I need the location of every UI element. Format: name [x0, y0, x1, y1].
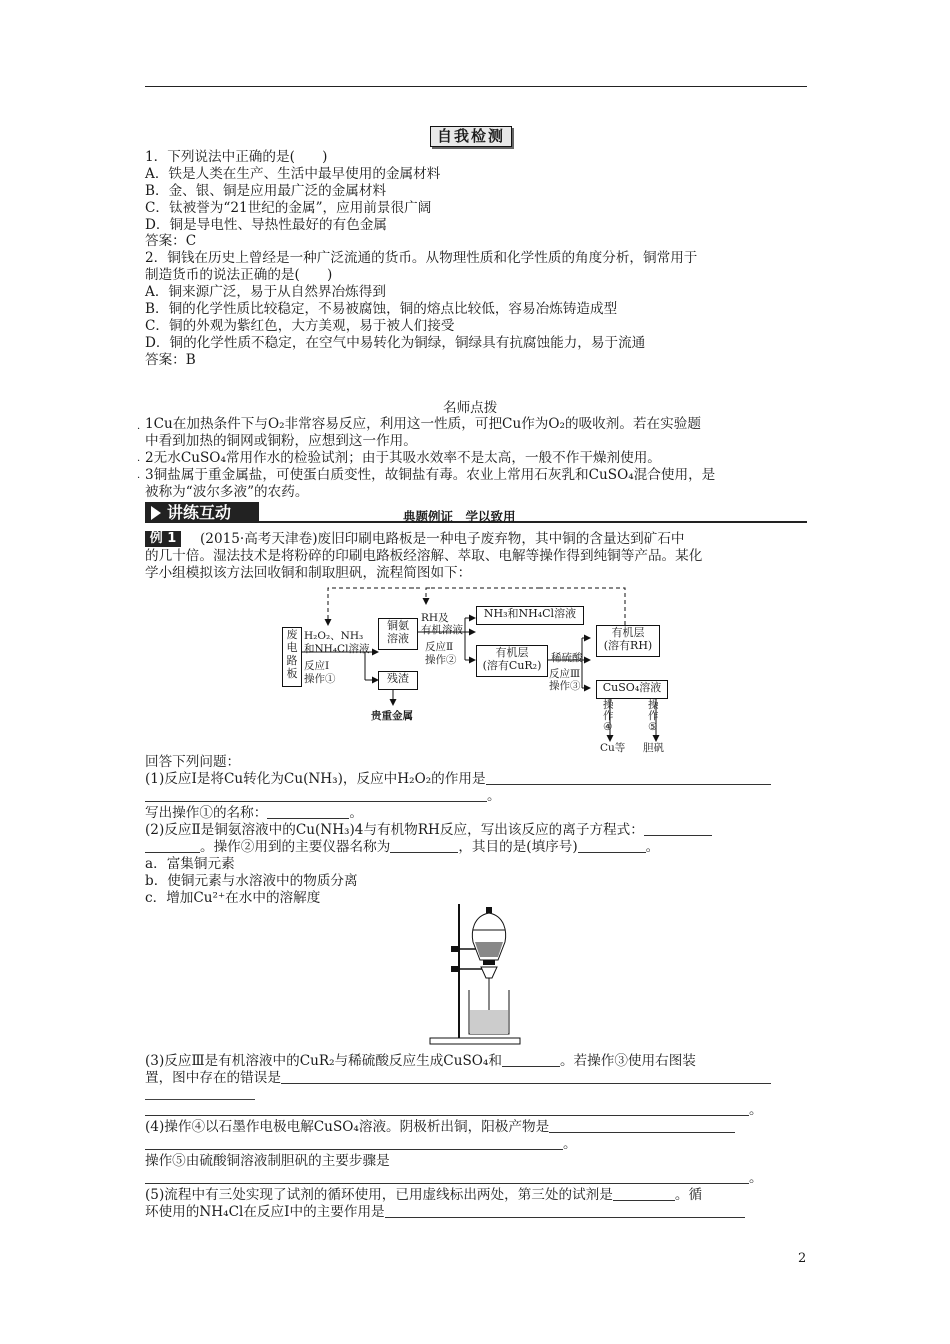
answer-blank[interactable]	[145, 1137, 563, 1150]
answer-blank[interactable]	[613, 1188, 675, 1201]
flow-text: 作	[648, 710, 659, 722]
bullet-dot: ·	[137, 424, 141, 435]
flow-nh3-solution: NH₃和NH₄Cl溶液	[476, 606, 584, 625]
flow-waste-board	[282, 627, 302, 687]
flow-op1-line2: 操作①	[304, 673, 336, 685]
question4-line3: 操作⑤由硫酸铜溶液制胆矾的主要步骤是	[145, 1153, 390, 1169]
flow-organic-rh	[596, 625, 660, 657]
answer-blank[interactable]	[385, 1205, 745, 1218]
question5-line2	[145, 1203, 745, 1221]
answer-blank[interactable]	[281, 1071, 771, 1084]
q2-option-a: A．铜来源广泛，易于从自然界冶炼得到	[145, 284, 386, 300]
flow-rh-line1: RH及	[421, 612, 449, 624]
flow-residue: 残渣	[378, 671, 418, 690]
answer-blank[interactable]	[486, 772, 771, 785]
q2-option-b: B．铜的化学性质比较稳定，不易被腐蚀，铜的熔点比较低，容易冶炼铸造成型	[145, 301, 618, 317]
period: 。	[749, 1102, 763, 1118]
q2-answer: 答案：B	[145, 352, 196, 368]
flow-text: 操	[648, 699, 659, 711]
header-rule	[145, 86, 807, 87]
flow-dilute-acid: 稀硫酸	[551, 652, 583, 664]
question3-line2	[145, 1069, 771, 1087]
flow-cuso4-solution: CuSO₄溶液	[596, 680, 668, 699]
tip1-line1: 1Cu在加热条件下与O₂非常容易反应，利用这一性质，可把Cu作为O₂的吸收剂。若在实验题	[145, 416, 701, 432]
q2-stem-line2: 制造货币的说法正确的是( )	[145, 267, 333, 283]
answer-blank[interactable]	[145, 789, 487, 802]
questions-intro: 回答下列问题：	[145, 754, 241, 770]
question5-line1	[145, 1186, 702, 1204]
q1-option-a: A．铁是人类在生产、生活中最早使用的金属材料	[145, 166, 441, 182]
q1-option-d: D．铜是导电性、导热性最好的有色金属	[145, 217, 387, 233]
flow-text: (溶有RH)	[603, 639, 653, 652]
play-triangle-icon	[151, 506, 161, 520]
answer-line[interactable]	[145, 1099, 255, 1100]
flow-text: 废	[286, 628, 298, 641]
answer-blank[interactable]	[549, 1120, 735, 1133]
separatory-funnel-apparatus	[425, 902, 525, 1047]
tip3-line1: 3铜盐属于重金属盐，可使蛋白质变性，故铜盐有毒。农业上常用石灰乳和CuSO₄混合使用，是	[145, 467, 716, 483]
flow-op5	[648, 700, 659, 733]
flow-text: ④	[603, 721, 613, 733]
example-intro-line1: (2015·高考天津卷)废旧印刷电路板是一种电子废弃物，其中铜的含量达到矿石中	[200, 531, 685, 547]
question1-line3	[145, 804, 363, 822]
flow-op2-line2: 操作②	[425, 654, 457, 666]
question-text: (1)反应Ⅰ是将Cu转化为Cu(NH₃)，反应中H₂O₂的作用是	[145, 771, 486, 787]
self-check-title: 自我检测	[430, 126, 512, 147]
question4-line1	[145, 1118, 735, 1136]
q2-option-c: C．铜的外观为紫红色，大方美观，易于被人们接受	[145, 318, 455, 334]
question2-option-a: a．富集铜元素	[145, 856, 235, 872]
question-text: 。操作②用到的主要仪器名称为	[200, 839, 391, 855]
question3-line1	[145, 1052, 696, 1070]
question-text: 。若操作③使用右图装	[559, 1053, 696, 1069]
question-text: (4)操作④以石墨作电极电解CuSO₄溶液。阴极析出铜，阳极产物是	[145, 1119, 550, 1135]
answer-blank[interactable]	[267, 806, 349, 819]
question1-line1	[145, 770, 771, 788]
example-intro-line3: 学小组模拟该方法回收铜和制取胆矾，流程简图如下：	[145, 565, 472, 581]
q1-option-b: B．金、银、铜是应用最广泛的金属材料	[145, 183, 387, 199]
answer-blank[interactable]	[644, 823, 712, 836]
question4-line2	[145, 1135, 577, 1153]
example-intro-line2: 的几十倍。湿法技术是将粉碎的印刷电路板经溶解、萃取、电解等操作得到纯铜等产品。某化	[145, 548, 703, 564]
question-text: 置，图中存在的错误是	[145, 1070, 281, 1086]
flow-text: ⑤	[648, 721, 658, 733]
banner-rule	[259, 521, 807, 523]
answer-blank[interactable]	[578, 840, 646, 853]
tips-title: 名师点拨	[443, 400, 498, 416]
flow-op3-line1: 反应Ⅲ	[549, 668, 581, 680]
flow-text: 电	[286, 641, 298, 654]
practice-banner-label: 讲练互动	[167, 503, 232, 522]
flow-text: 溶液	[387, 632, 409, 645]
question-text: (2)反应Ⅱ是铜氨溶液中的Cu(NH₃)4与有机物RH反应，写出该反应的离子方程式：	[145, 822, 644, 838]
answer-blank[interactable]	[145, 1103, 749, 1116]
flow-reagent1-line1: H₂O₂、NH₃	[304, 630, 364, 642]
flow-text: 有机层	[611, 626, 645, 639]
flow-product-cu: Cu等	[600, 742, 626, 754]
flow-op3-line2: 操作③	[549, 680, 581, 692]
answer-blank[interactable]	[390, 840, 458, 853]
answer-blank[interactable]	[145, 1171, 749, 1184]
tip3-line2: 被称为“波尔多液”的农药。	[145, 484, 309, 500]
practice-subheading: 典题例证 学以致用	[403, 509, 516, 524]
flow-text: 有机层	[495, 646, 529, 659]
question1-line2	[145, 787, 501, 805]
period: 。	[749, 1170, 763, 1186]
flow-text: 路	[286, 654, 298, 667]
flow-op1-line1: 反应Ⅰ	[304, 660, 330, 672]
tip1-line2: 中看到加热的铜网或铜粉，应想到这一作用。	[145, 433, 417, 449]
q2-stem-line1: 2．铜钱在历史上曾经是一种广泛流通的货币。从物理性质和化学性质的角度分析，铜常用于	[145, 250, 698, 266]
flow-text: 作	[603, 710, 614, 722]
flow-text: 板	[286, 667, 298, 680]
question2-line2	[145, 838, 659, 856]
q2-option-d: D．铜的化学性质不稳定，在空气中易转化为铜绿，铜绿具有抗腐蚀能力，易于流通	[145, 335, 646, 351]
question4-line4	[145, 1169, 763, 1187]
flow-text: 操	[603, 699, 614, 711]
q1-stem: 1．下列说法中正确的是( )	[145, 149, 328, 165]
question3-line4	[145, 1101, 763, 1119]
question2-line1	[145, 821, 712, 839]
bullet-dot: ·	[137, 473, 141, 484]
page-number: 2	[798, 1251, 807, 1266]
question-text: ，其目的是(填序号)	[458, 839, 578, 855]
question-text: (5)流程中有三处实现了试剂的循环使用，已用虚线标出两处，第三处的试剂是	[145, 1187, 613, 1203]
answer-blank[interactable]	[145, 840, 200, 853]
flow-text: (溶有CuR₂)	[482, 659, 542, 672]
flow-copper-ammonia	[378, 618, 418, 650]
answer-blank[interactable]	[502, 1054, 560, 1067]
tip2: 2无水CuSO₄常用作水的检验试剂；由于其吸水效率不是太高，一般不作干燥剂使用。	[145, 450, 661, 466]
flow-op4	[603, 700, 614, 733]
question2-option-b: b．使铜元素与水溶液中的物质分离	[145, 873, 358, 889]
question-text: 。循	[674, 1187, 703, 1203]
question-text: 写出操作①的名称：	[145, 805, 268, 821]
example-tag: 例 1	[145, 531, 181, 547]
bullet-dot: ·	[137, 456, 141, 467]
flow-text: 铜氨	[387, 619, 409, 632]
q1-answer: 答案：C	[145, 233, 197, 249]
q1-option-c: C．钛被誉为“21世纪的金属”，应用前景很广阔	[145, 200, 432, 216]
flow-product-vitriol: 胆矾	[643, 742, 664, 754]
question-text: 环使用的NH₄Cl在反应Ⅰ中的主要作用是	[145, 1204, 385, 1220]
flow-organic-cur2	[476, 645, 548, 677]
flow-precious-metal: 贵重金属	[371, 710, 413, 722]
flow-reagent1-line2: 和NH₄Cl溶液	[304, 643, 370, 655]
period: 。	[349, 805, 363, 821]
question2-option-c: c．增加Cu²⁺在水中的溶解度	[145, 890, 321, 906]
period: 。	[487, 788, 501, 804]
period: 。	[645, 839, 660, 855]
flow-rh-line2: 有机溶液	[421, 624, 463, 636]
flow-op2-line1: 反应Ⅱ	[425, 641, 454, 653]
question-text: (3)反应Ⅲ是有机溶液中的CuR₂与稀硫酸反应生成CuSO₄和	[145, 1053, 502, 1069]
practice-banner	[145, 502, 259, 523]
period: 。	[563, 1136, 577, 1152]
